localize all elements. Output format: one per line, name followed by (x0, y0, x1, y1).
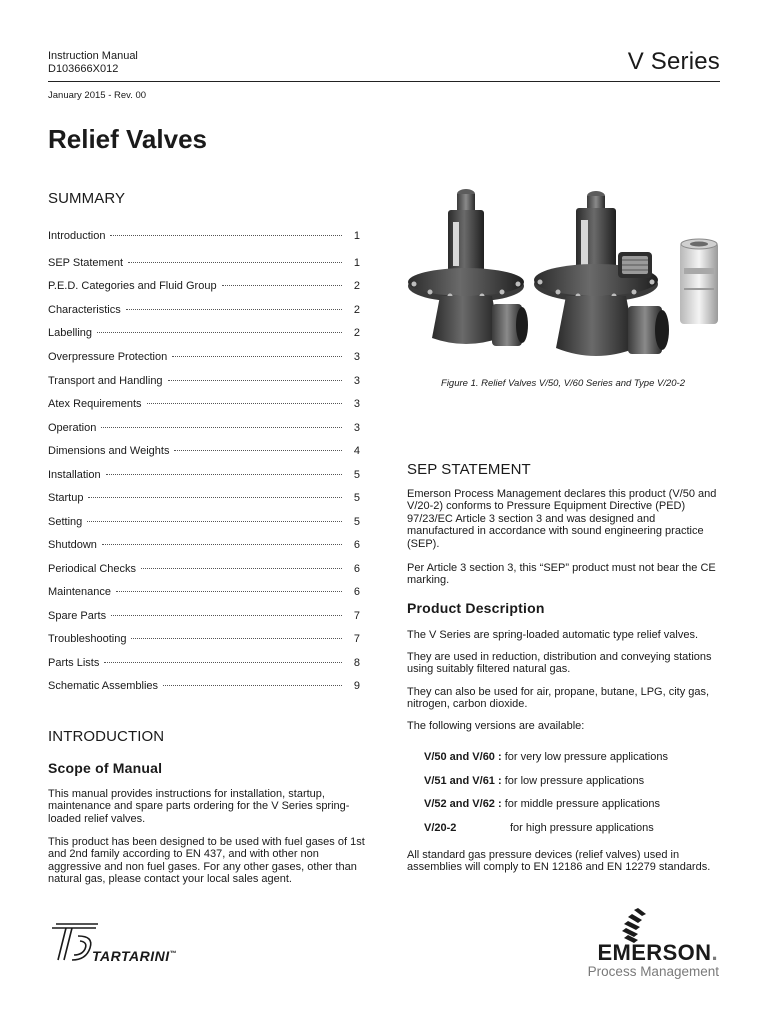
version-model: V/50 and V/60 : (424, 751, 502, 763)
figure-caption: Figure 1. Relief Valves V/50, V/60 Series and Type V/20-2 (441, 378, 685, 389)
toc-page: 1 (353, 257, 360, 269)
toc-page: 5 (353, 492, 360, 504)
introduction-heading: INTRODUCTION (48, 728, 165, 745)
page-title: Relief Valves (48, 124, 207, 154)
doc-number: D103666X012 (48, 63, 119, 75)
toc-label: Dimensions and Weights (48, 445, 170, 457)
toc-leader (172, 356, 342, 357)
toc-page: 1 (353, 230, 360, 242)
toc-leader (111, 615, 342, 616)
toc-page: 4 (353, 445, 360, 457)
product-paragraph-5: All standard gas pressure devices (relief valves) used in assemblies will comply to EN 12186 and EN 12279 standards. (407, 849, 711, 874)
version-item (424, 775, 644, 787)
emerson-wordmark: EMERSON (597, 940, 712, 965)
tartarini-wordmark: TARTARINI (92, 948, 170, 964)
sep-heading: SEP STATEMENT (407, 461, 531, 478)
toc-item[interactable] (48, 257, 360, 273)
version-desc: for low pressure applications (501, 775, 645, 787)
toc-label: Overpressure Protection (48, 351, 168, 363)
toc-label: Periodical Checks (48, 563, 137, 575)
toc-label: Setting (48, 516, 83, 528)
toc-page: 3 (353, 375, 360, 387)
toc-leader (97, 332, 342, 333)
toc-leader (174, 450, 342, 451)
emerson-period: . (711, 940, 718, 965)
toc-leader (106, 474, 342, 475)
toc-item[interactable] (48, 657, 360, 673)
toc-label: Introduction (48, 230, 106, 242)
toc-page: 8 (353, 657, 360, 669)
version-item (424, 798, 660, 810)
toc-leader (222, 285, 342, 286)
product-paragraph-1: The V Series are spring-loaded automatic type relief valves. (407, 629, 699, 641)
toc-item[interactable] (48, 492, 360, 508)
toc-item[interactable] (48, 680, 360, 696)
tartarini-logo-text (92, 948, 177, 964)
toc-item[interactable] (48, 422, 360, 438)
toc-leader (110, 235, 342, 236)
document-id (48, 50, 138, 76)
toc-label: Atex Requirements (48, 398, 142, 410)
version-model: V/52 and V/62 : (424, 798, 502, 810)
toc-leader (168, 380, 342, 381)
toc-leader (141, 568, 342, 569)
toc-label: Shutdown (48, 539, 97, 551)
scope-paragraph-2: This product has been designed to be used with fuel gases of 1st and 2nd family according to EN 437, and with other non aggressive and non fuel gases. For any other gases, other than natural gas, please contact your local sales agent. (48, 836, 365, 886)
valve-v50-illustration (408, 189, 528, 346)
toc-label: Operation (48, 422, 97, 434)
toc-item[interactable] (48, 610, 360, 626)
scope-paragraph-1: This manual provides instructions for installation, startup, maintenance and spare parts ordering for the V Series spring-loaded relief valves. (48, 788, 350, 825)
relief-valves-figure (400, 188, 730, 370)
toc-label: Maintenance (48, 586, 111, 598)
toc-leader (163, 685, 342, 686)
header-rule (48, 81, 720, 82)
toc-page: 7 (353, 610, 360, 622)
toc-label: Transport and Handling (48, 375, 163, 387)
toc-label: Parts Lists (48, 657, 100, 669)
toc-leader (101, 427, 342, 428)
toc-leader (147, 403, 342, 404)
toc-leader (102, 544, 342, 545)
toc-label: Troubleshooting (48, 633, 127, 645)
toc-page: 5 (353, 469, 360, 481)
version-desc: for very low pressure applications (501, 751, 668, 763)
toc-page: 2 (353, 280, 360, 292)
toc-leader (128, 262, 342, 263)
product-description-heading: Product Description (407, 600, 545, 616)
toc-item[interactable] (48, 375, 360, 391)
toc-leader (116, 591, 342, 592)
toc-label: Schematic Assemblies (48, 680, 159, 692)
product-paragraph-2: They are used in reduction, distribution and conveying stations using suitably filtered natural gas. (407, 651, 712, 676)
toc-page: 3 (353, 351, 360, 363)
toc-page: 5 (353, 516, 360, 528)
version-model: V/20-2 (424, 822, 457, 834)
toc-item[interactable] (48, 469, 360, 485)
toc-page: 3 (353, 398, 360, 410)
toc-item[interactable] (48, 351, 360, 367)
toc-label: Labelling (48, 327, 93, 339)
toc-page: 2 (353, 304, 360, 316)
emerson-subtitle: Process Management (587, 964, 719, 979)
toc-label: SEP Statement (48, 257, 124, 269)
toc-page: 6 (353, 586, 360, 598)
toc-label: Spare Parts (48, 610, 107, 622)
toc-leader (131, 638, 342, 639)
sep-paragraph-2: Per Article 3 section 3, this “SEP” product must not bear the CE marking. (407, 562, 716, 587)
revision-date: January 2015 - Rev. 00 (48, 90, 147, 101)
doc-type: Instruction Manual (48, 50, 138, 62)
product-paragraph-4: The following versions are available: (407, 720, 585, 732)
trademark-symbol: ™ (169, 950, 178, 958)
version-item (424, 822, 654, 834)
toc-item[interactable] (48, 586, 360, 602)
valve-v60-illustration (534, 191, 669, 356)
toc-leader (126, 309, 342, 310)
version-desc: for high pressure applications (510, 822, 654, 834)
toc-item[interactable] (48, 327, 360, 343)
toc-page: 7 (353, 633, 360, 645)
emerson-logo-text (597, 940, 718, 966)
product-paragraph-3: They can also be used for air, propane, butane, LPG, city gas, nitrogen, carbon dioxide. (407, 686, 710, 711)
toc-item[interactable] (48, 398, 360, 414)
toc-leader (88, 497, 342, 498)
scope-heading: Scope of Manual (48, 760, 163, 776)
toc-page: 2 (353, 327, 360, 339)
version-model: V/51 and V/61 : (424, 775, 502, 787)
series-title: V Series (627, 48, 720, 75)
toc-item[interactable] (48, 230, 360, 246)
sep-paragraph-1: Emerson Process Management declares this product (V/50 and V/20-2) conforms to Pressure Equipment Directive (PED) 97/23/EC Article 3 section 3 and was designed and manufactured in accordance with sound engineering practice (SEP). (407, 488, 717, 550)
toc-page: 6 (353, 563, 360, 575)
toc-label: Characteristics (48, 304, 121, 316)
toc-item[interactable] (48, 304, 360, 320)
toc-item[interactable] (48, 563, 360, 579)
valve-v20-2-illustration (680, 239, 718, 324)
toc-item[interactable] (48, 445, 360, 461)
toc-item[interactable] (48, 516, 360, 532)
toc-page: 9 (353, 680, 360, 692)
toc-item[interactable] (48, 280, 360, 296)
version-desc: for middle pressure applications (501, 798, 661, 810)
summary-heading: SUMMARY (48, 190, 126, 207)
version-item (424, 751, 668, 763)
toc-item[interactable] (48, 539, 360, 555)
toc-page: 3 (353, 422, 360, 434)
toc-label: Installation (48, 469, 101, 481)
toc-label: Startup (48, 492, 84, 504)
toc-leader (104, 662, 342, 663)
toc-label: P.E.D. Categories and Fluid Group (48, 280, 217, 292)
toc-item[interactable] (48, 633, 360, 649)
toc-page: 6 (353, 539, 360, 551)
toc-leader (87, 521, 342, 522)
